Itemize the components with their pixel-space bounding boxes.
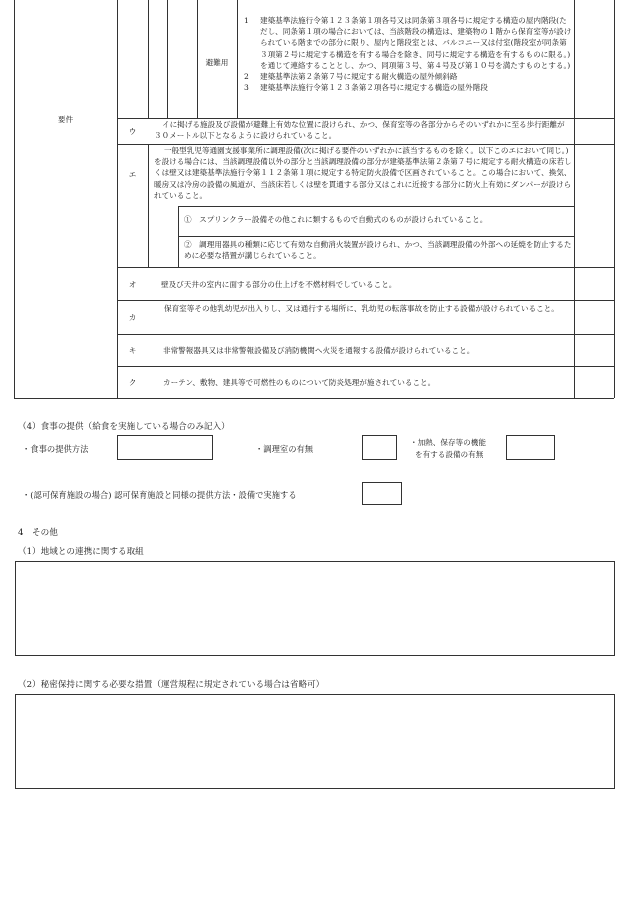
row-key-u: ウ — [128, 127, 137, 136]
evacuation-item-number: 3 — [244, 83, 249, 93]
authorized-field[interactable] — [362, 482, 402, 505]
heating-label-line1: ・加熱、保存等の機能 — [410, 438, 486, 447]
row-key-ki: キ — [128, 346, 137, 355]
row-sub-e-2: ② 調理用器具の種類に応じて有効な自動消火装置が設けられ、かつ、当該調理設備の外部への延焼を防止するために必要な措置が講じられていること。 — [184, 240, 572, 261]
meals-heading: （4）食事の提供（給食を実施している場合のみ記入） — [18, 422, 230, 432]
row-key-e: エ — [128, 170, 137, 179]
evacuation-items — [244, 15, 572, 94]
evacuation-item-number: 2 — [244, 72, 249, 82]
row-text-ki: 非常警報器具又は非常警報設備及び消防機関へ火災を通報する設備が設けられていること。 — [163, 346, 475, 355]
evacuation-item — [244, 71, 572, 82]
community-field[interactable] — [15, 561, 615, 656]
evacuation-item-number: 1 — [244, 16, 249, 25]
evacuation-item — [244, 15, 572, 71]
heating-label-line2: を有する設備の有無 — [415, 450, 484, 459]
row-key-ka: カ — [128, 313, 137, 322]
row-text-u: イに掲げる施設及び設備が避難上有効な位置に設けられ、かつ、保育室等の各部分からそのいずれかに至る歩行距離が３０メートル以下となるように設けられていること。 — [154, 120, 565, 141]
row-text-o: 壁及び天井の室内に面する部分の仕上げを不燃材料でしていること。 — [161, 280, 397, 289]
evacuation-item-text: 建築基準法施行令第１２３条第１項各号又は同条第３項各号に規定する構造の屋内階段(ただし、同条第１項の場合においては、当該階段の構造は、建築物の１階から保育室等が設けられている階までの部分に限り、屋内と階段室とは、バルコニー又は付室(階段室が同条第３項第２号に規定する構造を有する場合を除き、同号に規定する構造を有するものに限る。)を通じて連絡することとし、かつ、同項第３号、第４号及び第１０号を満たすものとする。) — [260, 16, 572, 70]
requirements-label: 要件 — [57, 115, 74, 124]
other-heading: 4 その他 — [18, 528, 58, 538]
requirements-table — [0, 0, 630, 400]
evacuation-item — [244, 82, 572, 93]
kitchen-field[interactable] — [362, 435, 397, 460]
meal-method-label: ・食事の提供方法 — [22, 444, 89, 454]
confidentiality-field[interactable] — [15, 694, 615, 789]
evacuation-item-text: 建築基準法施行令第１２３条第２項各号に規定する構造の屋外階段 — [260, 83, 488, 93]
heating-field[interactable] — [506, 435, 555, 460]
row-key-o: オ — [128, 280, 137, 289]
row-text-ku: カーテン、敷物、建具等で可燃性のものについて防炎処理が施されていること。 — [163, 378, 436, 387]
row-key-ku: ク — [128, 378, 137, 387]
row-sub-e-1: ① スプリンクラー設備その他これに類するもので自動式のものが設けられていること。 — [184, 215, 488, 224]
evacuation-label: 避難用 — [205, 58, 229, 67]
community-heading: （1）地域との連携に関する取組 — [18, 547, 144, 557]
confidentiality-heading: （2）秘密保持に関する必要な措置（運営規程に規定されている場合は省略可） — [18, 680, 325, 690]
meal-method-field[interactable] — [117, 435, 213, 460]
row-text-e: 一般型乳児等通園支援事業所に調理設備(次に掲げる要件のいずれかに該当するものを除く。以下このエにおいて同じ。)を設ける場合には、当該調理設備以外の部分と当該調理設備の部分が建築基準法第２条第７号に規定する耐火構造の床若しくは壁又は建築基準法施行令第１１２条第１項に規定する特定防火設備で区画されていること。この場合において、換気、暖房又は冷房の設備の風道が、当該床若しくは壁を貫通する部分又はこれに近接する部分に防火上有効にダンパーが設けられていること。 — [154, 146, 572, 200]
kitchen-label: ・調理室の有無 — [255, 444, 314, 454]
evacuation-item-text: 建築基準法第２条第７号に規定する耐火構造の屋外傾斜路 — [260, 72, 458, 82]
row-text-ka: 保育室等その他乳幼児が出入りし、又は通行する場所に、乳幼児の転落事故を防止する設備が設けられていること。 — [164, 304, 559, 313]
authorized-label: ・(認可保育施設の場合) 認可保育施設と同様の提供方法・設備で実施する — [22, 490, 297, 500]
